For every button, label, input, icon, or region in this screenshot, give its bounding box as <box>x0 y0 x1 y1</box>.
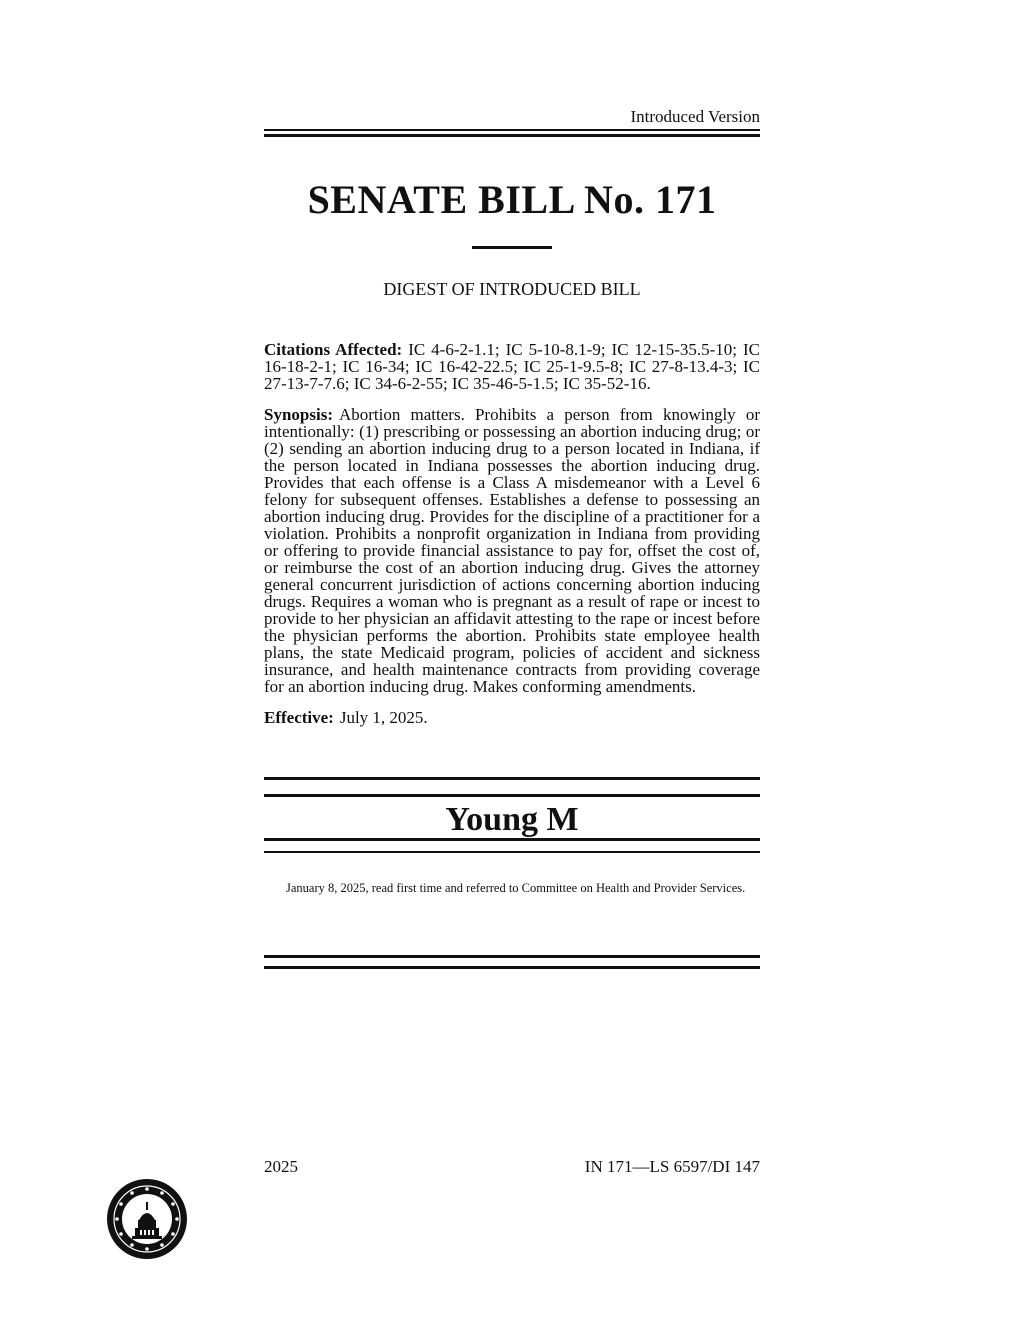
citations-label: Citations Affected: <box>264 340 403 359</box>
bill-title: SENATE BILL No. 171 <box>307 177 717 222</box>
effective-label: Effective: <box>264 708 334 727</box>
title-rule <box>472 246 552 249</box>
sponsor-rule-4 <box>264 851 760 853</box>
sponsor-name: Young M <box>445 801 579 838</box>
synopsis-paragraph <box>264 406 760 695</box>
effective-text: July 1, 2025. <box>339 708 428 727</box>
effective-paragraph <box>264 709 760 726</box>
history-rule-1 <box>264 955 760 958</box>
sponsor-rule-1 <box>264 777 760 780</box>
sponsor-rule-3 <box>264 838 760 841</box>
footer-year: 2025 <box>264 1157 298 1176</box>
footer-bill-code: IN 171—LS 6597/DI 147 <box>584 1157 760 1176</box>
history-rule-2 <box>264 966 760 969</box>
sponsor-rule-2 <box>264 794 760 797</box>
version-label: Introduced Version <box>630 107 760 126</box>
digest-heading: DIGEST OF INTRODUCED BILL <box>383 279 641 299</box>
synopsis-text: Abortion matters. Prohibits a person from knowingly or intentionally: (1) prescribing or possessing an abortion inducing drug; or (2) sending an abortion inducing drug to a person located in Indiana, if the person located in Indiana possesses the abortion inducing drug. Provides that each offense is a Class A misdemeanor with a Level 6 felony for subsequent offenses. Establishes a defense to possessing an abortion inducing drug. Provides for the discipline of a practitioner for a violation. Prohibits a nonprofit organization in Indiana from providing or offering to provide financial assistance to pay for, offset the cost of, or reimburse the cost of an abortion inducing drug. Gives the attorney general concurrent jurisdiction of actions concerning abortion inducing drugs. Requires a woman who is pregnant as a result of rape or incest to provide to her physician an affidavit attesting to the rape or incest before the physician performs the abortion. Prohibits state employee health plans, the state Medicaid program, policies of accident and sickness insurance, and health maintenance contracts from providing coverage for an abortion inducing drug. Makes conforming amendments. <box>264 405 760 696</box>
indiana-state-seal-icon <box>106 1178 188 1260</box>
bill-history: January 8, 2025, read first time and referred to Committee on Health and Provider Services. <box>286 881 746 895</box>
header-rule-bottom <box>264 134 760 137</box>
digest-body <box>264 341 760 740</box>
citations-text: IC 4-6-2-1.1; IC 5-10-8.1-9; IC 12-15-35.5-10; IC 16-18-2-1; IC 16-34; IC 16-42-22.5; IC 25-1-9.5-8; IC 27-8-13.4-3; IC 27-13-7-7.6; IC 34-6-2-55; IC 35-46-5-1.5; IC 35-52-16. <box>264 340 760 393</box>
citations-paragraph <box>264 341 760 392</box>
synopsis-label: Synopsis: <box>264 405 333 424</box>
header-rule-top <box>264 129 760 131</box>
